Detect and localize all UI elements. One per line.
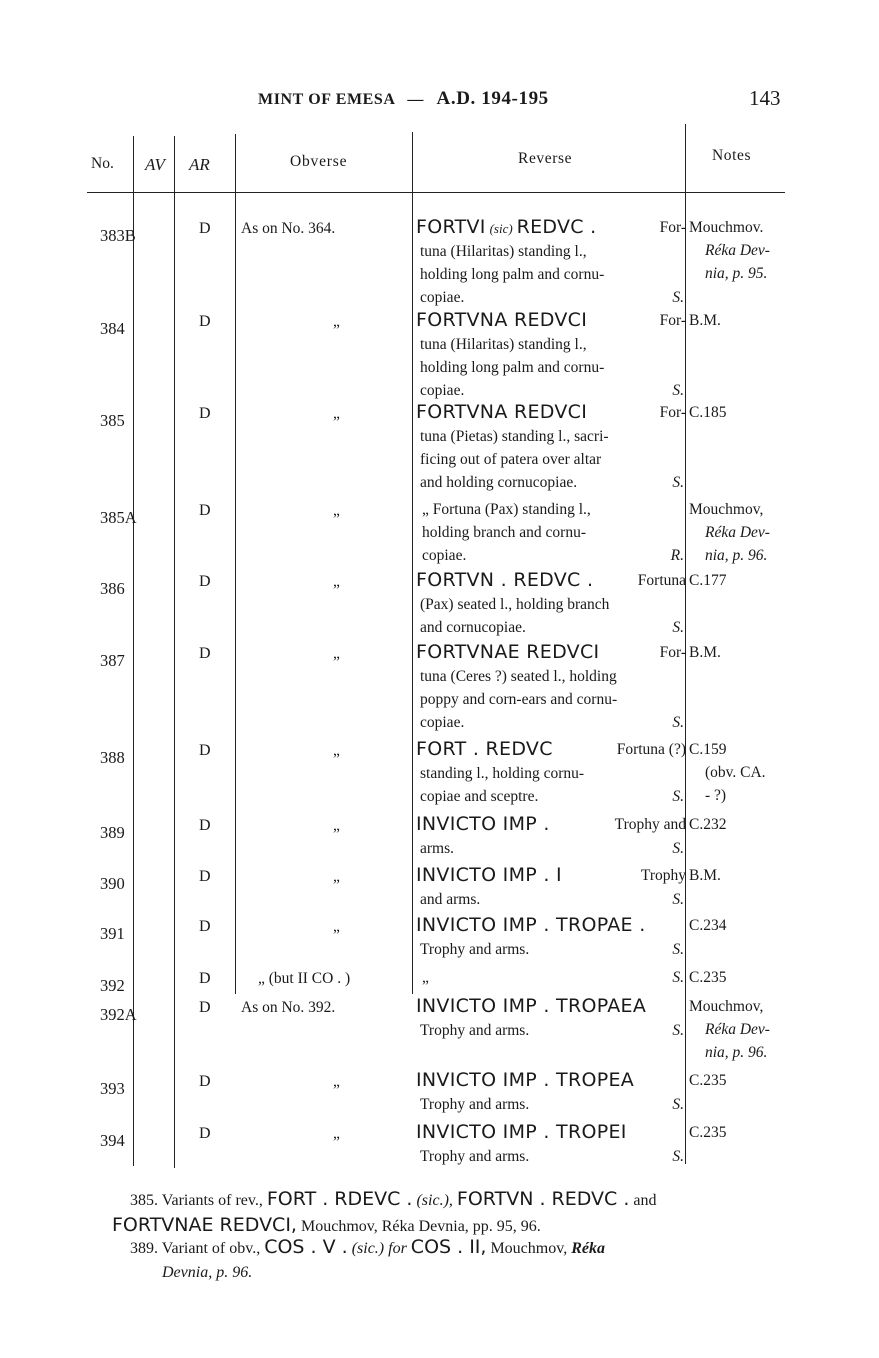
reverse-sigil: S. xyxy=(672,969,684,986)
reverse-legend-group xyxy=(416,995,646,1019)
obverse-text: „ xyxy=(333,502,340,519)
reverse-line xyxy=(416,379,686,402)
reverse-line xyxy=(416,711,686,734)
reverse-desc: Trophy and arms. xyxy=(420,1148,530,1165)
reverse-legend: INVICTO IMP . TROPEI xyxy=(416,1121,627,1143)
col-head-no: No. xyxy=(91,155,114,172)
reverse-desc: Trophy and arms. xyxy=(420,1022,530,1039)
col-head-obverse: Obverse xyxy=(290,153,348,170)
metal-denarius: D xyxy=(199,645,211,662)
reverse-legend: FORT . REDVC xyxy=(416,738,553,760)
reverse-desc: copiae. xyxy=(420,714,465,731)
notes-line: C.235 xyxy=(689,1072,727,1089)
reverse-desc-start: Fortuna xyxy=(637,572,686,589)
obverse-text: „ (but II CO . ) xyxy=(258,970,351,987)
reverse-text xyxy=(416,216,686,309)
reverse-legend: FORTVN . REDVC . xyxy=(416,569,594,591)
entry-number: 385A xyxy=(100,508,137,527)
notes-line: Mouchmov, xyxy=(689,501,764,518)
reverse-sigil: S. xyxy=(672,1022,684,1039)
reverse-legend-line xyxy=(416,738,686,762)
reverse-desc: (Pax) seated l., holding branch xyxy=(420,596,610,613)
reverse-desc-start: Trophy xyxy=(640,867,686,884)
reverse-desc-start: For- xyxy=(659,219,686,236)
reverse-text xyxy=(416,864,686,911)
reverse-desc: tuna (Hilaritas) standing l., xyxy=(420,243,587,260)
reverse-text xyxy=(416,738,686,808)
metal-denarius: D xyxy=(199,817,211,834)
reverse-sigil: S. xyxy=(672,714,684,731)
entry-number: 390 xyxy=(100,874,125,893)
reverse-legend-group xyxy=(416,813,550,837)
notes-line: nia, p. 95. xyxy=(705,265,768,282)
reverse-line xyxy=(416,1019,686,1042)
notes-text xyxy=(689,864,809,887)
header-rule xyxy=(87,192,785,193)
reverse-line xyxy=(416,616,686,639)
reverse-line xyxy=(416,1093,686,1116)
reverse-desc: copiae. xyxy=(420,382,465,399)
entry-number: 384 xyxy=(100,319,125,338)
metal-denarius: D xyxy=(199,502,211,519)
reverse-line xyxy=(416,471,686,494)
reverse-legend-line xyxy=(416,864,686,888)
reverse-desc: holding long palm and cornu- xyxy=(420,266,605,283)
obverse-text: As on No. 392. xyxy=(241,999,336,1016)
reverse-legend: FORTVNA REDVCI xyxy=(416,401,588,423)
entry-number: 388 xyxy=(100,748,125,767)
metal-denarius: D xyxy=(199,742,211,759)
notes-text xyxy=(689,813,809,836)
footnote-385-legend-2: FORTVN . REDVC . xyxy=(456,1188,630,1210)
reverse-sigil: R. xyxy=(670,547,684,564)
page-number: 143 xyxy=(749,86,781,110)
col-head-reverse: Reverse xyxy=(518,150,573,167)
reverse-legend-line xyxy=(416,813,686,837)
reverse-text xyxy=(416,914,686,961)
header-mint: MINT OF EMESA xyxy=(258,91,395,108)
reverse-text xyxy=(416,641,686,734)
metal-denarius: D xyxy=(199,313,211,330)
reverse-desc: „ Fortuna (Pax) standing l., xyxy=(422,501,591,518)
reverse-sigil: S. xyxy=(672,289,684,306)
notes-line: Réka Dev- xyxy=(705,1021,770,1038)
metal-denarius: D xyxy=(199,1073,211,1090)
header-dash: — xyxy=(407,91,424,108)
notes-line: Réka Dev- xyxy=(705,242,770,259)
reverse-sigil: S. xyxy=(672,1148,684,1165)
reverse-text xyxy=(416,813,686,860)
entry-number: 386 xyxy=(100,579,125,598)
notes-text xyxy=(689,1069,809,1092)
reverse-legend-line xyxy=(416,1121,686,1145)
entry-number: 394 xyxy=(100,1131,125,1150)
reverse-sigil: S. xyxy=(672,941,684,958)
metal-denarius: D xyxy=(199,918,211,935)
reverse-desc: and cornucopiae. xyxy=(420,619,526,636)
entry-number: 393 xyxy=(100,1079,125,1098)
notes-line: B.M. xyxy=(689,867,721,884)
obverse-text: „ xyxy=(333,1125,340,1142)
reverse-legend-line xyxy=(416,914,686,938)
footnote-385-sic: (sic.), xyxy=(416,1192,453,1209)
reverse-line xyxy=(416,688,686,711)
reverse-legend: FORTVNA REDVCI xyxy=(416,309,588,331)
footnote-389-legend-1: COS . V . xyxy=(264,1236,348,1258)
reverse-text xyxy=(416,498,686,567)
reverse-line xyxy=(416,966,686,989)
reverse-legend: FORTVI xyxy=(416,216,486,238)
notes-line: B.M. xyxy=(689,644,721,661)
reverse-desc: Trophy and arms. xyxy=(420,1096,530,1113)
reverse-line xyxy=(416,356,686,379)
reverse-desc: standing l., holding cornu- xyxy=(420,765,585,782)
reverse-sigil: S. xyxy=(672,891,684,908)
obverse-text: „ xyxy=(333,918,340,935)
obverse-text: „ xyxy=(333,1073,340,1090)
reverse-legend-line xyxy=(416,641,686,665)
footnote-385-legend-3: FORTVNAE REDVCI, xyxy=(112,1214,297,1236)
reverse-legend-line xyxy=(416,216,686,240)
reverse-line xyxy=(416,888,686,911)
header-dates: A.D. 194-195 xyxy=(436,88,549,109)
reverse-line xyxy=(416,286,686,309)
reverse-legend-group xyxy=(416,1121,627,1145)
entry-number: 385 xyxy=(100,411,125,430)
metal-denarius: D xyxy=(199,1125,211,1142)
notes-text xyxy=(689,309,809,332)
reverse-sigil: S. xyxy=(672,840,684,857)
reverse-line xyxy=(416,837,686,860)
reverse-desc: tuna (Pietas) standing l., sacri- xyxy=(420,428,609,445)
reverse-legend: INVICTO IMP . TROPEA xyxy=(416,1069,635,1091)
reverse-legend-group xyxy=(416,914,646,938)
col-head-gold: AV xyxy=(145,155,165,174)
reverse-legend: INVICTO IMP . TROPAE . xyxy=(416,914,646,936)
reverse-desc-start: For- xyxy=(659,312,686,329)
entry-number: 392 xyxy=(100,976,125,995)
metal-denarius: D xyxy=(199,405,211,422)
col-head-silver: AR xyxy=(189,155,210,174)
reverse-desc: ficing out of patera over altar xyxy=(420,451,602,468)
footnote-389-legend-2: COS . II, xyxy=(410,1236,487,1258)
footnote-389-cont: Devnia, p. 96. xyxy=(162,1264,253,1281)
notes-text xyxy=(689,401,809,424)
reverse-sigil: S. xyxy=(672,474,684,491)
reverse-sigil: S. xyxy=(672,619,684,636)
obverse-text: „ xyxy=(333,868,340,885)
reverse-sigil: S. xyxy=(672,382,684,399)
reverse-legend-group xyxy=(416,569,593,593)
reverse-line xyxy=(416,665,686,688)
reverse-line xyxy=(416,521,686,544)
metal-denarius: D xyxy=(199,220,211,237)
col-divider-3 xyxy=(235,134,236,994)
reverse-line xyxy=(416,593,686,616)
reverse-desc: poppy and corn-ears and cornu- xyxy=(420,691,618,708)
reverse-desc: copiae. xyxy=(420,289,465,306)
notes-line: B.M. xyxy=(689,312,721,329)
entry-number: 391 xyxy=(100,924,125,943)
notes-line: C.235 xyxy=(689,1124,727,1141)
footnote-385-lead: 385. Variants of rev., xyxy=(130,1192,263,1209)
reverse-desc: Trophy and arms. xyxy=(420,941,530,958)
reverse-desc: and arms. xyxy=(420,891,481,908)
notes-line: nia, p. 96. xyxy=(705,1044,768,1061)
reverse-text xyxy=(416,401,686,494)
obverse-text: As on No. 364. xyxy=(241,220,336,237)
reverse-sigil: S. xyxy=(672,1096,684,1113)
notes-text xyxy=(689,738,809,807)
reverse-legend-group xyxy=(416,864,562,888)
notes-text xyxy=(689,216,809,285)
reverse-text xyxy=(416,309,686,402)
col-divider-2 xyxy=(174,136,175,1168)
reverse-desc: tuna (Hilaritas) standing l., xyxy=(420,336,587,353)
reverse-line xyxy=(416,498,686,521)
reverse-line xyxy=(416,544,686,567)
reverse-text xyxy=(416,569,686,639)
notes-line: Mouchmov. xyxy=(689,219,764,236)
obverse-text: „ xyxy=(333,573,340,590)
reverse-legend: INVICTO IMP . TROPAEA xyxy=(416,995,647,1017)
notes-line: nia, p. 96. xyxy=(705,547,768,564)
col-head-notes: Notes xyxy=(712,147,752,164)
reverse-desc: copiae and sceptre. xyxy=(420,788,539,805)
notes-line: Réka Dev- xyxy=(705,524,770,541)
reverse-line xyxy=(416,333,686,356)
notes-text xyxy=(689,995,809,1064)
reverse-line xyxy=(416,240,686,263)
reverse-desc-start: Fortuna (?) xyxy=(616,741,686,758)
col-divider-4 xyxy=(412,132,413,994)
reverse-legend: INVICTO IMP . I xyxy=(416,864,562,886)
entry-number: 387 xyxy=(100,651,125,670)
metal-denarius: D xyxy=(199,999,211,1016)
reverse-desc-start: For- xyxy=(659,644,686,661)
reverse-legend-2: REDVC . xyxy=(516,216,597,238)
notes-line: C.185 xyxy=(689,404,727,421)
reverse-desc: holding branch and cornu- xyxy=(422,524,586,541)
reverse-line xyxy=(416,448,686,471)
reverse-text xyxy=(416,1121,686,1168)
reverse-legend-group xyxy=(416,216,597,240)
notes-text xyxy=(689,914,809,937)
footnote-385-rest: Mouchmov, Réka Devnia, pp. 95, 96. xyxy=(300,1218,541,1235)
notes-line: (obv. CA. xyxy=(705,764,766,781)
reverse-desc-start: For- xyxy=(659,404,686,421)
reverse-legend-line xyxy=(416,995,686,1019)
running-header xyxy=(258,88,549,110)
reverse-legend-line xyxy=(416,309,686,333)
reverse-desc: arms. xyxy=(420,840,455,857)
notes-line: Mouchmov, xyxy=(689,998,764,1015)
reverse-legend: FORTVNAE REDVCI xyxy=(416,641,600,663)
footnote-389 xyxy=(130,1236,830,1260)
reverse-desc: and holding cornucopiae. xyxy=(420,474,578,491)
reverse-text xyxy=(416,966,686,989)
reverse-legend-line xyxy=(416,401,686,425)
notes-line: - ?) xyxy=(705,787,727,804)
reverse-legend-group xyxy=(416,641,599,665)
reverse-text xyxy=(416,995,686,1042)
reverse-sic: (sic) xyxy=(489,221,513,236)
notes-line: C.235 xyxy=(689,969,727,986)
footnote-385 xyxy=(130,1188,810,1212)
reverse-text xyxy=(416,1069,686,1116)
footnote-385-and: and xyxy=(633,1192,657,1209)
notes-line: C.234 xyxy=(689,917,727,934)
metal-denarius: D xyxy=(199,868,211,885)
notes-text xyxy=(689,569,809,592)
reverse-line xyxy=(416,263,686,286)
notes-text xyxy=(689,641,809,664)
notes-line: C.232 xyxy=(689,816,727,833)
reverse-legend-group xyxy=(416,309,587,333)
obverse-text: „ xyxy=(333,313,340,330)
reverse-legend-group xyxy=(416,401,587,425)
entry-number: 392A xyxy=(100,1005,137,1024)
footnote-385-cont xyxy=(112,1214,812,1238)
obverse-text: „ xyxy=(333,405,340,422)
metal-denarius: D xyxy=(199,573,211,590)
reverse-desc: copiae. xyxy=(422,547,467,564)
notes-line: C.177 xyxy=(689,572,727,589)
notes-text xyxy=(689,966,809,989)
reverse-desc: „ xyxy=(422,969,429,986)
reverse-line xyxy=(416,785,686,808)
footnote-389-author: Mouchmov, xyxy=(490,1240,568,1257)
reverse-legend-line xyxy=(416,1069,686,1093)
footnote-385-legend-1: FORT . RDEVC . xyxy=(266,1188,413,1210)
footnote-389-sic: (sic.) for xyxy=(351,1240,407,1257)
entry-number: 383B xyxy=(100,226,136,245)
notes-line: C.159 xyxy=(689,741,727,758)
reverse-desc: tuna (Ceres ?) seated l., holding xyxy=(420,668,617,685)
reverse-line xyxy=(416,1145,686,1168)
reverse-line xyxy=(416,938,686,961)
reverse-line xyxy=(416,425,686,448)
reverse-legend: INVICTO IMP . xyxy=(416,813,550,835)
reverse-legend-group xyxy=(416,1069,634,1093)
reverse-desc: holding long palm and cornu- xyxy=(420,359,605,376)
reverse-legend-group xyxy=(416,738,553,762)
footnote-389-title: Réka xyxy=(571,1240,605,1257)
notes-text xyxy=(689,1121,809,1144)
reverse-line xyxy=(416,762,686,785)
metal-denarius: D xyxy=(199,970,211,987)
notes-text xyxy=(689,498,809,567)
reverse-desc-start: Trophy and xyxy=(614,816,686,833)
obverse-text: „ xyxy=(333,817,340,834)
reverse-legend-line xyxy=(416,569,686,593)
reverse-sigil: S. xyxy=(672,788,684,805)
entry-number: 389 xyxy=(100,823,125,842)
obverse-text: „ xyxy=(333,645,340,662)
footnote-389-lead: 389. Variant of obv., xyxy=(130,1240,261,1257)
obverse-text: „ xyxy=(333,742,340,759)
